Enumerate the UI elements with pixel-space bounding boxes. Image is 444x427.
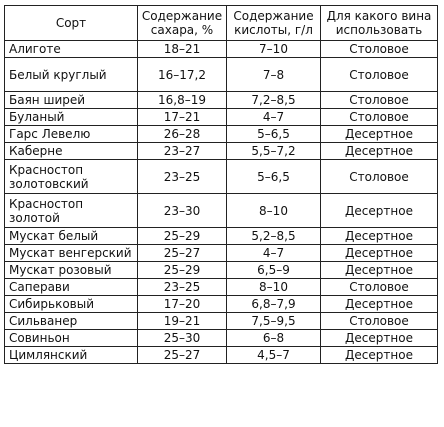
variety-cell: Буланый — [5, 109, 138, 126]
sugar-cell: 16–17,2 — [138, 58, 227, 92]
acid-cell: 4–7 — [227, 245, 321, 262]
table-row — [5, 194, 438, 228]
variety-cell: Каберне — [5, 143, 138, 160]
table-row — [5, 228, 438, 245]
wine-type-cell: Десертное — [321, 194, 438, 228]
acid-cell: 6,5–9 — [227, 262, 321, 279]
table-row — [5, 296, 438, 313]
variety-cell: Сильванер — [5, 313, 138, 330]
variety-cell: Цимлянский — [5, 347, 138, 364]
sugar-cell: 18–21 — [138, 41, 227, 58]
sugar-cell: 26–28 — [138, 126, 227, 143]
wine-type-cell: Столовое — [321, 92, 438, 109]
wine-type-cell: Столовое — [321, 279, 438, 296]
header-sugar: Содержание сахара, % — [138, 6, 227, 41]
sugar-cell: 25–27 — [138, 245, 227, 262]
table-row — [5, 262, 438, 279]
table-row — [5, 92, 438, 109]
table-row — [5, 330, 438, 347]
wine-type-cell: Десертное — [321, 347, 438, 364]
acid-cell: 5,2–8,5 — [227, 228, 321, 245]
table-row — [5, 160, 438, 194]
table-row — [5, 245, 438, 262]
wine-type-cell: Десертное — [321, 330, 438, 347]
wine-type-cell: Десертное — [321, 228, 438, 245]
table-row — [5, 41, 438, 58]
grape-varieties-table — [4, 5, 438, 364]
sugar-cell: 16,8–19 — [138, 92, 227, 109]
table-row — [5, 58, 438, 92]
variety-cell: Алиготе — [5, 41, 138, 58]
acid-cell: 6,8–7,9 — [227, 296, 321, 313]
wine-type-cell: Столовое — [321, 313, 438, 330]
grape-varieties-table-wrapper — [4, 5, 438, 364]
table-row — [5, 279, 438, 296]
acid-cell: 4–7 — [227, 109, 321, 126]
acid-cell: 6–8 — [227, 330, 321, 347]
wine-type-cell: Столовое — [321, 58, 438, 92]
wine-type-cell: Десертное — [321, 296, 438, 313]
sugar-cell: 25–29 — [138, 228, 227, 245]
variety-cell: Баян ширей — [5, 92, 138, 109]
variety-cell: Красностоп золотовский — [5, 160, 138, 194]
variety-cell: Саперави — [5, 279, 138, 296]
variety-cell: Белый круглый — [5, 58, 138, 92]
sugar-cell: 23–25 — [138, 160, 227, 194]
wine-type-cell: Десертное — [321, 245, 438, 262]
sugar-cell: 25–27 — [138, 347, 227, 364]
table-row — [5, 109, 438, 126]
acid-cell: 5–6,5 — [227, 160, 321, 194]
variety-cell: Гарс Левелю — [5, 126, 138, 143]
variety-cell: Сибирьковый — [5, 296, 138, 313]
variety-cell: Мускат белый — [5, 228, 138, 245]
sugar-cell: 17–20 — [138, 296, 227, 313]
table-row — [5, 313, 438, 330]
sugar-cell: 17–21 — [138, 109, 227, 126]
wine-type-cell: Столовое — [321, 41, 438, 58]
table-row — [5, 143, 438, 160]
header-variety: Сорт — [5, 6, 138, 41]
sugar-cell: 23–25 — [138, 279, 227, 296]
wine-type-cell: Десертное — [321, 143, 438, 160]
sugar-cell: 19–21 — [138, 313, 227, 330]
acid-cell: 7–8 — [227, 58, 321, 92]
acid-cell: 8–10 — [227, 279, 321, 296]
sugar-cell: 25–29 — [138, 262, 227, 279]
table-body — [5, 41, 438, 364]
wine-type-cell: Столовое — [321, 160, 438, 194]
variety-cell: Совиньон — [5, 330, 138, 347]
wine-type-cell: Десертное — [321, 126, 438, 143]
sugar-cell: 23–30 — [138, 194, 227, 228]
acid-cell: 4,5–7 — [227, 347, 321, 364]
acid-cell: 7,2–8,5 — [227, 92, 321, 109]
variety-cell: Мускат венгерский — [5, 245, 138, 262]
wine-type-cell: Десертное — [321, 262, 438, 279]
variety-cell: Мускат розовый — [5, 262, 138, 279]
acid-cell: 8–10 — [227, 194, 321, 228]
sugar-cell: 23–27 — [138, 143, 227, 160]
wine-type-cell: Столовое — [321, 109, 438, 126]
acid-cell: 5,5–7,2 — [227, 143, 321, 160]
variety-cell: Красностоп золотой — [5, 194, 138, 228]
header-acid: Содержание кислоты, г/л — [227, 6, 321, 41]
table-header — [5, 6, 438, 41]
header-row — [5, 6, 438, 41]
acid-cell: 7,5–9,5 — [227, 313, 321, 330]
header-wine-type: Для какого вина использовать — [321, 6, 438, 41]
table-row — [5, 126, 438, 143]
acid-cell: 5–6,5 — [227, 126, 321, 143]
table-row — [5, 347, 438, 364]
sugar-cell: 25–30 — [138, 330, 227, 347]
acid-cell: 7–10 — [227, 41, 321, 58]
